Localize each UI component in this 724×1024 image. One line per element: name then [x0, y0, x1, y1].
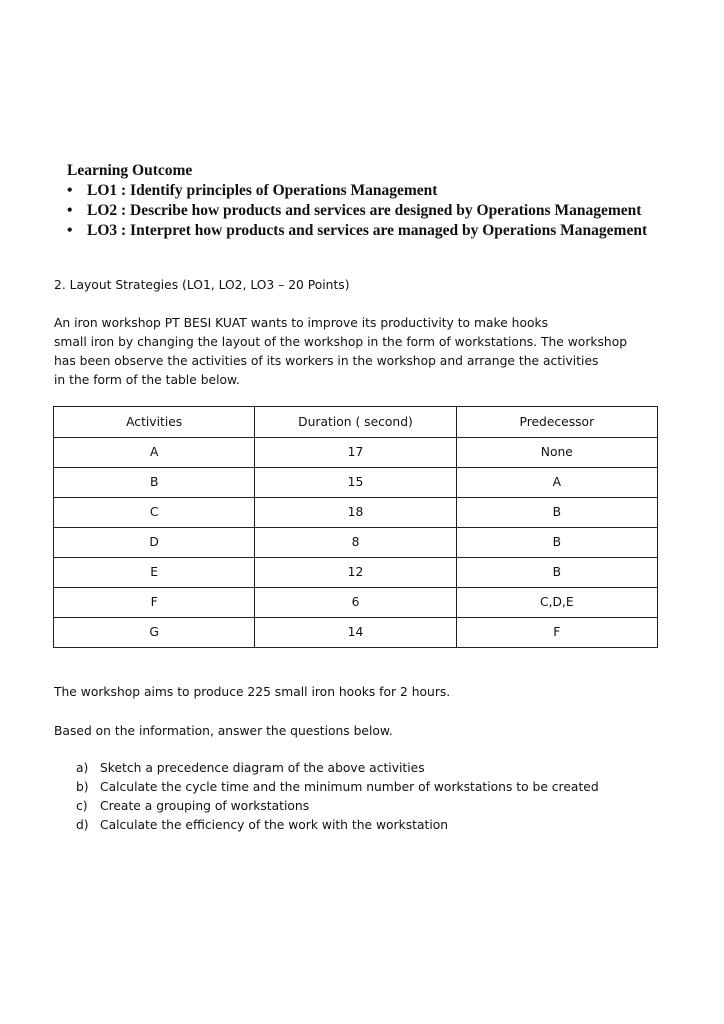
table-row	[54, 618, 658, 648]
activity-cell: B	[54, 468, 255, 498]
column-header-activities: Activities	[54, 407, 255, 438]
question-text: Sketch a precedence diagram of the above activities	[100, 761, 425, 775]
duration-cell: 17	[255, 438, 456, 468]
activity-cell: C	[54, 498, 255, 528]
learning-outcome-text: LO3 : Interpret how products and services are managed by Operations Management	[87, 222, 648, 239]
duration-cell: 8	[255, 528, 456, 558]
question-marker: c)	[76, 799, 88, 813]
intro-line: has been observe the activities of its workers in the workshop and arrange the activities	[54, 354, 599, 368]
question-item	[76, 759, 599, 778]
question-text: Calculate the efficiency of the work with the workstation	[100, 818, 449, 832]
bullet-icon: •	[67, 222, 73, 239]
table-row	[54, 498, 658, 528]
goal-text: The workshop aims to produce 225 small iron hooks for 2 hours.	[54, 685, 451, 699]
table-row	[54, 468, 658, 498]
activity-cell: F	[54, 588, 255, 618]
duration-cell: 15	[255, 468, 456, 498]
question-item	[76, 778, 599, 797]
table-row	[54, 588, 658, 618]
question-text: Calculate the cycle time and the minimum number of workstations to be created	[100, 780, 599, 794]
question-item	[76, 797, 599, 816]
prompt-text: Based on the information, answer the questions below.	[54, 724, 393, 738]
section-title: 2. Layout Strategies (LO1, LO2, LO3 – 20 Points)	[54, 278, 350, 292]
table-row	[54, 528, 658, 558]
predecessor-cell: A	[456, 468, 657, 498]
intro-line: in the form of the table below.	[54, 373, 240, 387]
question-item	[76, 816, 599, 835]
learning-outcome-item	[67, 181, 717, 201]
learning-outcome-text: LO2 : Describe how products and services are designed by Operations Management	[87, 202, 642, 219]
table-row	[54, 438, 658, 468]
learning-outcome-title: Learning Outcome	[67, 162, 193, 179]
predecessor-cell: None	[456, 438, 657, 468]
question-list	[76, 759, 599, 835]
predecessor-cell: C,D,E	[456, 588, 657, 618]
duration-cell: 14	[255, 618, 456, 648]
bullet-icon: •	[67, 182, 73, 199]
intro-line: small iron by changing the layout of the workshop in the form of workstations. The workshop	[54, 335, 628, 349]
question-marker: d)	[76, 818, 89, 832]
duration-cell: 18	[255, 498, 456, 528]
bullet-icon: •	[67, 202, 73, 219]
intro-paragraph	[54, 314, 694, 390]
table-header-row	[54, 407, 658, 438]
column-header-predecessor: Predecessor	[456, 407, 657, 438]
predecessor-cell: F	[456, 618, 657, 648]
table-row	[54, 558, 658, 588]
learning-outcome-text: LO1 : Identify principles of Operations Management	[87, 182, 438, 199]
activity-cell: E	[54, 558, 255, 588]
learning-outcome-block	[67, 161, 717, 241]
question-marker: b)	[76, 780, 89, 794]
activity-cell: D	[54, 528, 255, 558]
predecessor-cell: B	[456, 528, 657, 558]
question-text: Create a grouping of workstations	[100, 799, 310, 813]
intro-line: An iron workshop PT BESI KUAT wants to improve its productivity to make hooks	[54, 316, 549, 330]
column-header-duration: Duration ( second)	[255, 407, 456, 438]
duration-cell: 6	[255, 588, 456, 618]
question-marker: a)	[76, 761, 89, 775]
predecessor-cell: B	[456, 558, 657, 588]
learning-outcome-list	[67, 181, 717, 241]
activity-cell: G	[54, 618, 255, 648]
learning-outcome-item	[67, 201, 717, 221]
activity-cell: A	[54, 438, 255, 468]
learning-outcome-item	[67, 221, 717, 241]
predecessor-cell: B	[456, 498, 657, 528]
activities-table	[53, 406, 658, 648]
duration-cell: 12	[255, 558, 456, 588]
